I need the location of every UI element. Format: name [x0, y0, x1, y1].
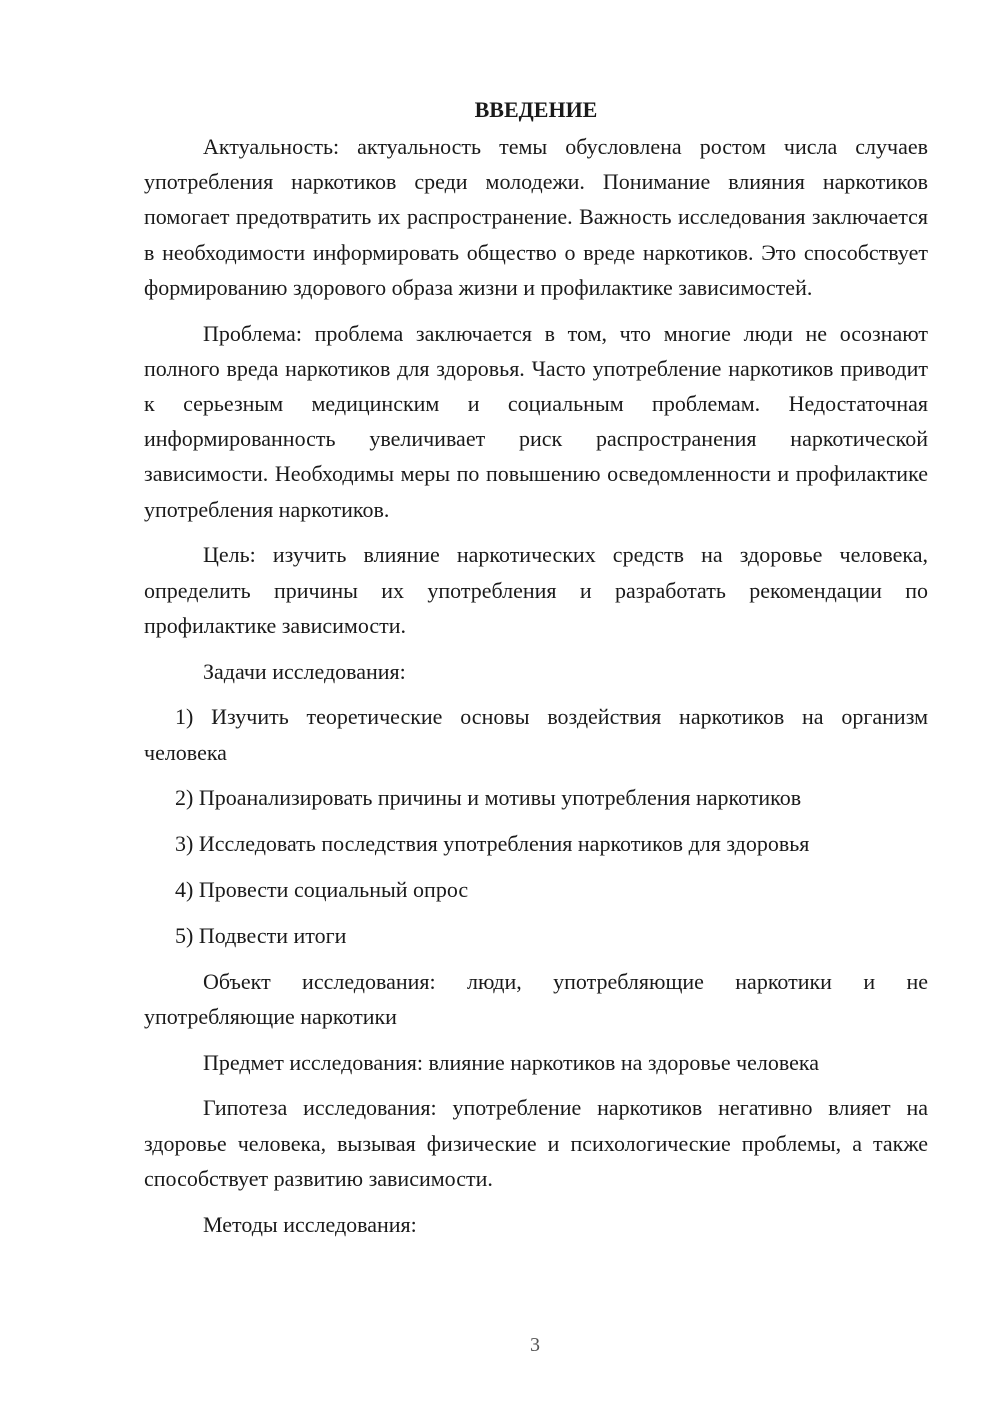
paragraph-problem: Проблема: проблема заключается в том, что многие люди не осознают полного вреда наркотиков для здоровья. Часто употребление наркотиков приводит к серьезным медицинским и социальным проблемам. Недостаточная информированность увеличивает риск распространения наркотической зависимости. Необходимы меры по повышению осведомленности и профилактике употребления наркотиков.	[144, 320, 928, 522]
page-title: ВВЕДЕНИЕ	[474, 97, 598, 122]
document-page	[144, 92, 928, 1242]
paragraph-goal: Цель: изучить влияние наркотических средств на здоровье человека, определить причины их употребления и разработать рекомендации по профилактике зависимости.	[144, 542, 928, 638]
tasks-heading: Задачи исследования:	[203, 658, 406, 684]
paragraph-object: Объект исследования: люди, употребляющие наркотики и не употребляющие наркотики	[144, 968, 928, 1029]
paragraph-hypothesis: Гипотеза исследования: употребление наркотиков негативно влияет на здоровье человека, вызывая физические и психологические проблемы, а также способствует развитию зависимости.	[144, 1095, 928, 1191]
methods-heading: Методы исследования:	[203, 1211, 417, 1237]
page-number: 3	[530, 1334, 540, 1356]
paragraph-relevance: Актуальность: актуальность темы обусловлена ростом числа случаев употребления наркотиков среди молодежи. Понимание влияния наркотиков помогает предотвратить их распространение. Важность исследования заключается в необходимости информировать общество о вреде наркотиков. Это способствует формированию здорового образа жизни и профилактике зависимостей.	[144, 134, 928, 300]
task-item-3: 3) Исследовать последствия употребления наркотиков для здоровья	[175, 831, 810, 857]
task-item-1: 1) Изучить теоретические основы воздействия наркотиков на организм человека	[144, 704, 928, 765]
task-item-5: 5) Подвести итоги	[175, 922, 347, 948]
task-item-4: 4) Провести социальный опрос	[175, 877, 469, 903]
paragraph-subject: Предмет исследования: влияние наркотиков на здоровье человека	[203, 1049, 820, 1075]
task-item-2: 2) Проанализировать причины и мотивы употребления наркотиков	[175, 785, 802, 811]
